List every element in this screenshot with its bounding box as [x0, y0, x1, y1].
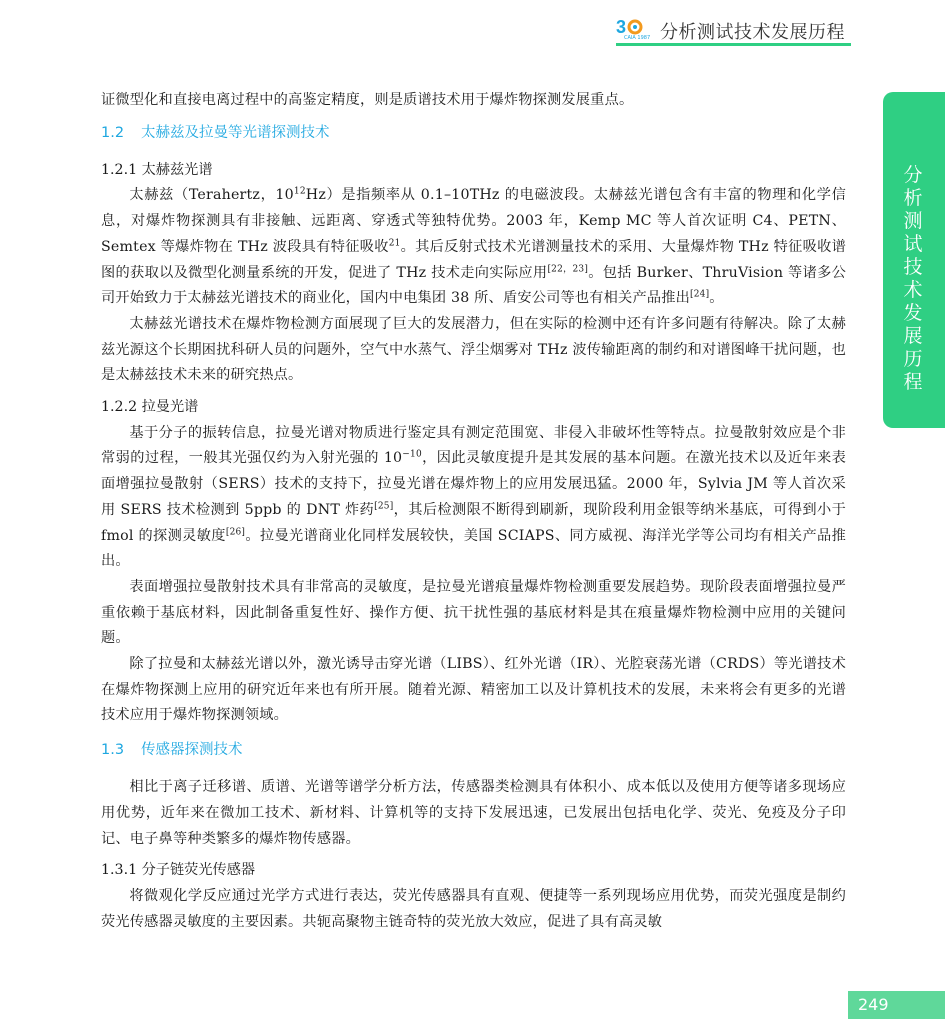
- section-number: 1.2: [101, 124, 125, 141]
- paragraph-raman-3: 除了拉曼和太赫兹光谱以外，激光诱导击穿光谱（LIBS）、红外光谱（IR）、光腔衰荡光谱（CRDS）等光谱技术在爆炸物探测上应用的研究近年来也有所开展。随着光源、精密加工以及计算机技术的发展，未来将会有更多的光谱技术应用于爆炸物探测领域。: [101, 656, 846, 724]
- section-title: 传感器探测技术: [141, 742, 243, 759]
- svg-text:CAIA 1987: CAIA 1987: [624, 35, 651, 40]
- main-content: [101, 88, 846, 935]
- citation-ref: [22，23]: [547, 263, 589, 274]
- paragraph-raman-1: 基于分子的振转信息，拉曼光谱对物质进行鉴定具有测定范围宽、非侵入非破坏性等特点。拉曼散射效应是个非常弱的过程，一般其光强仅约为入射光强的 $10^{-10}$，因此灵敏度提升是其发展的基本问题。在激光技术以及近年来表面增强拉曼散射（SERS）技术的支持下，拉曼光谱在爆炸物上的应用发展迅猛。2000 年，Sylvia JM 等人首次采用 SERS 技术检测到 5ppb 的 DNT 炸药[25]，其后检测限不断得到刷新，现阶段利用金银等纳米基底，可得到小于 fmol 的探测灵敏度[26]。拉曼光谱商业化同样发展较快，美国 SCIAPS、同方威视、海洋光学等公司均有相关产品推出。: [101, 424, 847, 570]
- citation-ref: [26]: [225, 526, 246, 537]
- citation-ref: 21: [388, 238, 401, 249]
- header-title: 分析测试技术发展历程: [660, 22, 845, 43]
- anniversary-logo: [616, 16, 656, 40]
- citation-ref: [24]: [690, 289, 710, 300]
- section-title: 太赫兹及拉曼等光谱探测技术: [141, 124, 330, 141]
- page-header: [616, 12, 851, 46]
- side-chapter-tab: [883, 92, 945, 428]
- paragraph-terahertz-1: 太赫兹（Terahertz，$10^{12}Hz$）是指频率从 0.1–10THz 的电磁波段。太赫兹光谱包含有丰富的物理和化学信息，对爆炸物探测具有非接触、远距离、穿透式等独特优势。2003 年，Kemp MC 等人首次证明 C4、PETN、Semtex 等爆炸物在 THz 波段具有特征吸收$^{21}$。其后反射式技术光谱测量技术的采用、大量爆炸物 THz 特征吸收谱图的获取以及微型化测量系统的开发，促进了 THz 技术走向实际应用[22，23]。包括 Burker、ThruVision 等诸多公司开始致力于太赫兹光谱技术的商业化，国内中电集团 38 所、盾安公司等也有相关产品推出[24]。: [101, 186, 847, 307]
- section-heading-1-3: [101, 739, 846, 761]
- citation-ref: [25]: [374, 501, 394, 512]
- svg-text:3: 3: [616, 17, 627, 37]
- page-number: 249: [848, 991, 945, 1019]
- superscript: −10: [402, 449, 422, 460]
- side-tab-label: 分 析 测 试 技 术 发 展 历 程: [903, 164, 923, 393]
- header-underline: [616, 43, 851, 46]
- section-heading-1-2: [101, 122, 846, 144]
- subsection-heading-1-2-1: 1.2.1 太赫兹光谱: [101, 161, 213, 178]
- subsection-heading-1-3-1: 1.3.1 分子链荧光传感器: [101, 862, 256, 879]
- paragraph-intro: 证微型化和直接电离过程中的高鉴定精度，则是质谱技术用于爆炸物探测发展重点。: [101, 92, 634, 108]
- paragraph-sensor-1: 相比于离子迁移谱、质谱、光谱等谱学分析方法，传感器类检测具有体积小、成本低以及使用方便等诸多现场应用优势，近年来在微加工技术、新材料、计算机等的支持下发展迅速，已发展出包括电化学、荧光、免疫及分子印记、电子鼻等种类繁多的爆炸物传感器。: [101, 779, 846, 847]
- subsection-heading-1-2-2: 1.2.2 拉曼光谱: [101, 399, 199, 416]
- paragraph-terahertz-2: 太赫兹光谱技术在爆炸物检测方面展现了巨大的发展潜力，但在实际的检测中还有许多问题有待解决。除了太赫兹光源这个长期困扰科研人员的问题外，空气中水蒸气、浮尘烟雾对 THz 波传输距离的制约和对谱图峰干扰问题，也是太赫兹技术未来的研究热点。: [101, 315, 846, 384]
- paragraph-fluorescence-1: 将微观化学反应通过光学方式进行表达，荧光传感器具有直观、便捷等一系列现场应用优势，而荧光强度是制约荧光传感器灵敏度的主要因素。共轭高聚物主链奇特的荧光放大效应，促进了具有高灵敏: [101, 887, 846, 930]
- section-number: 1.3: [101, 742, 125, 759]
- paragraph-raman-2: 表面增强拉曼散射技术具有非常高的灵敏度，是拉曼光谱痕量爆炸物检测重要发展趋势。现阶段表面增强拉曼严重依赖于基底材料，因此制备重复性好、操作方便、抗干扰性强的基底材料是其在痕量爆炸物检测中应用的关键问题。: [101, 578, 846, 647]
- superscript: 12: [293, 186, 306, 197]
